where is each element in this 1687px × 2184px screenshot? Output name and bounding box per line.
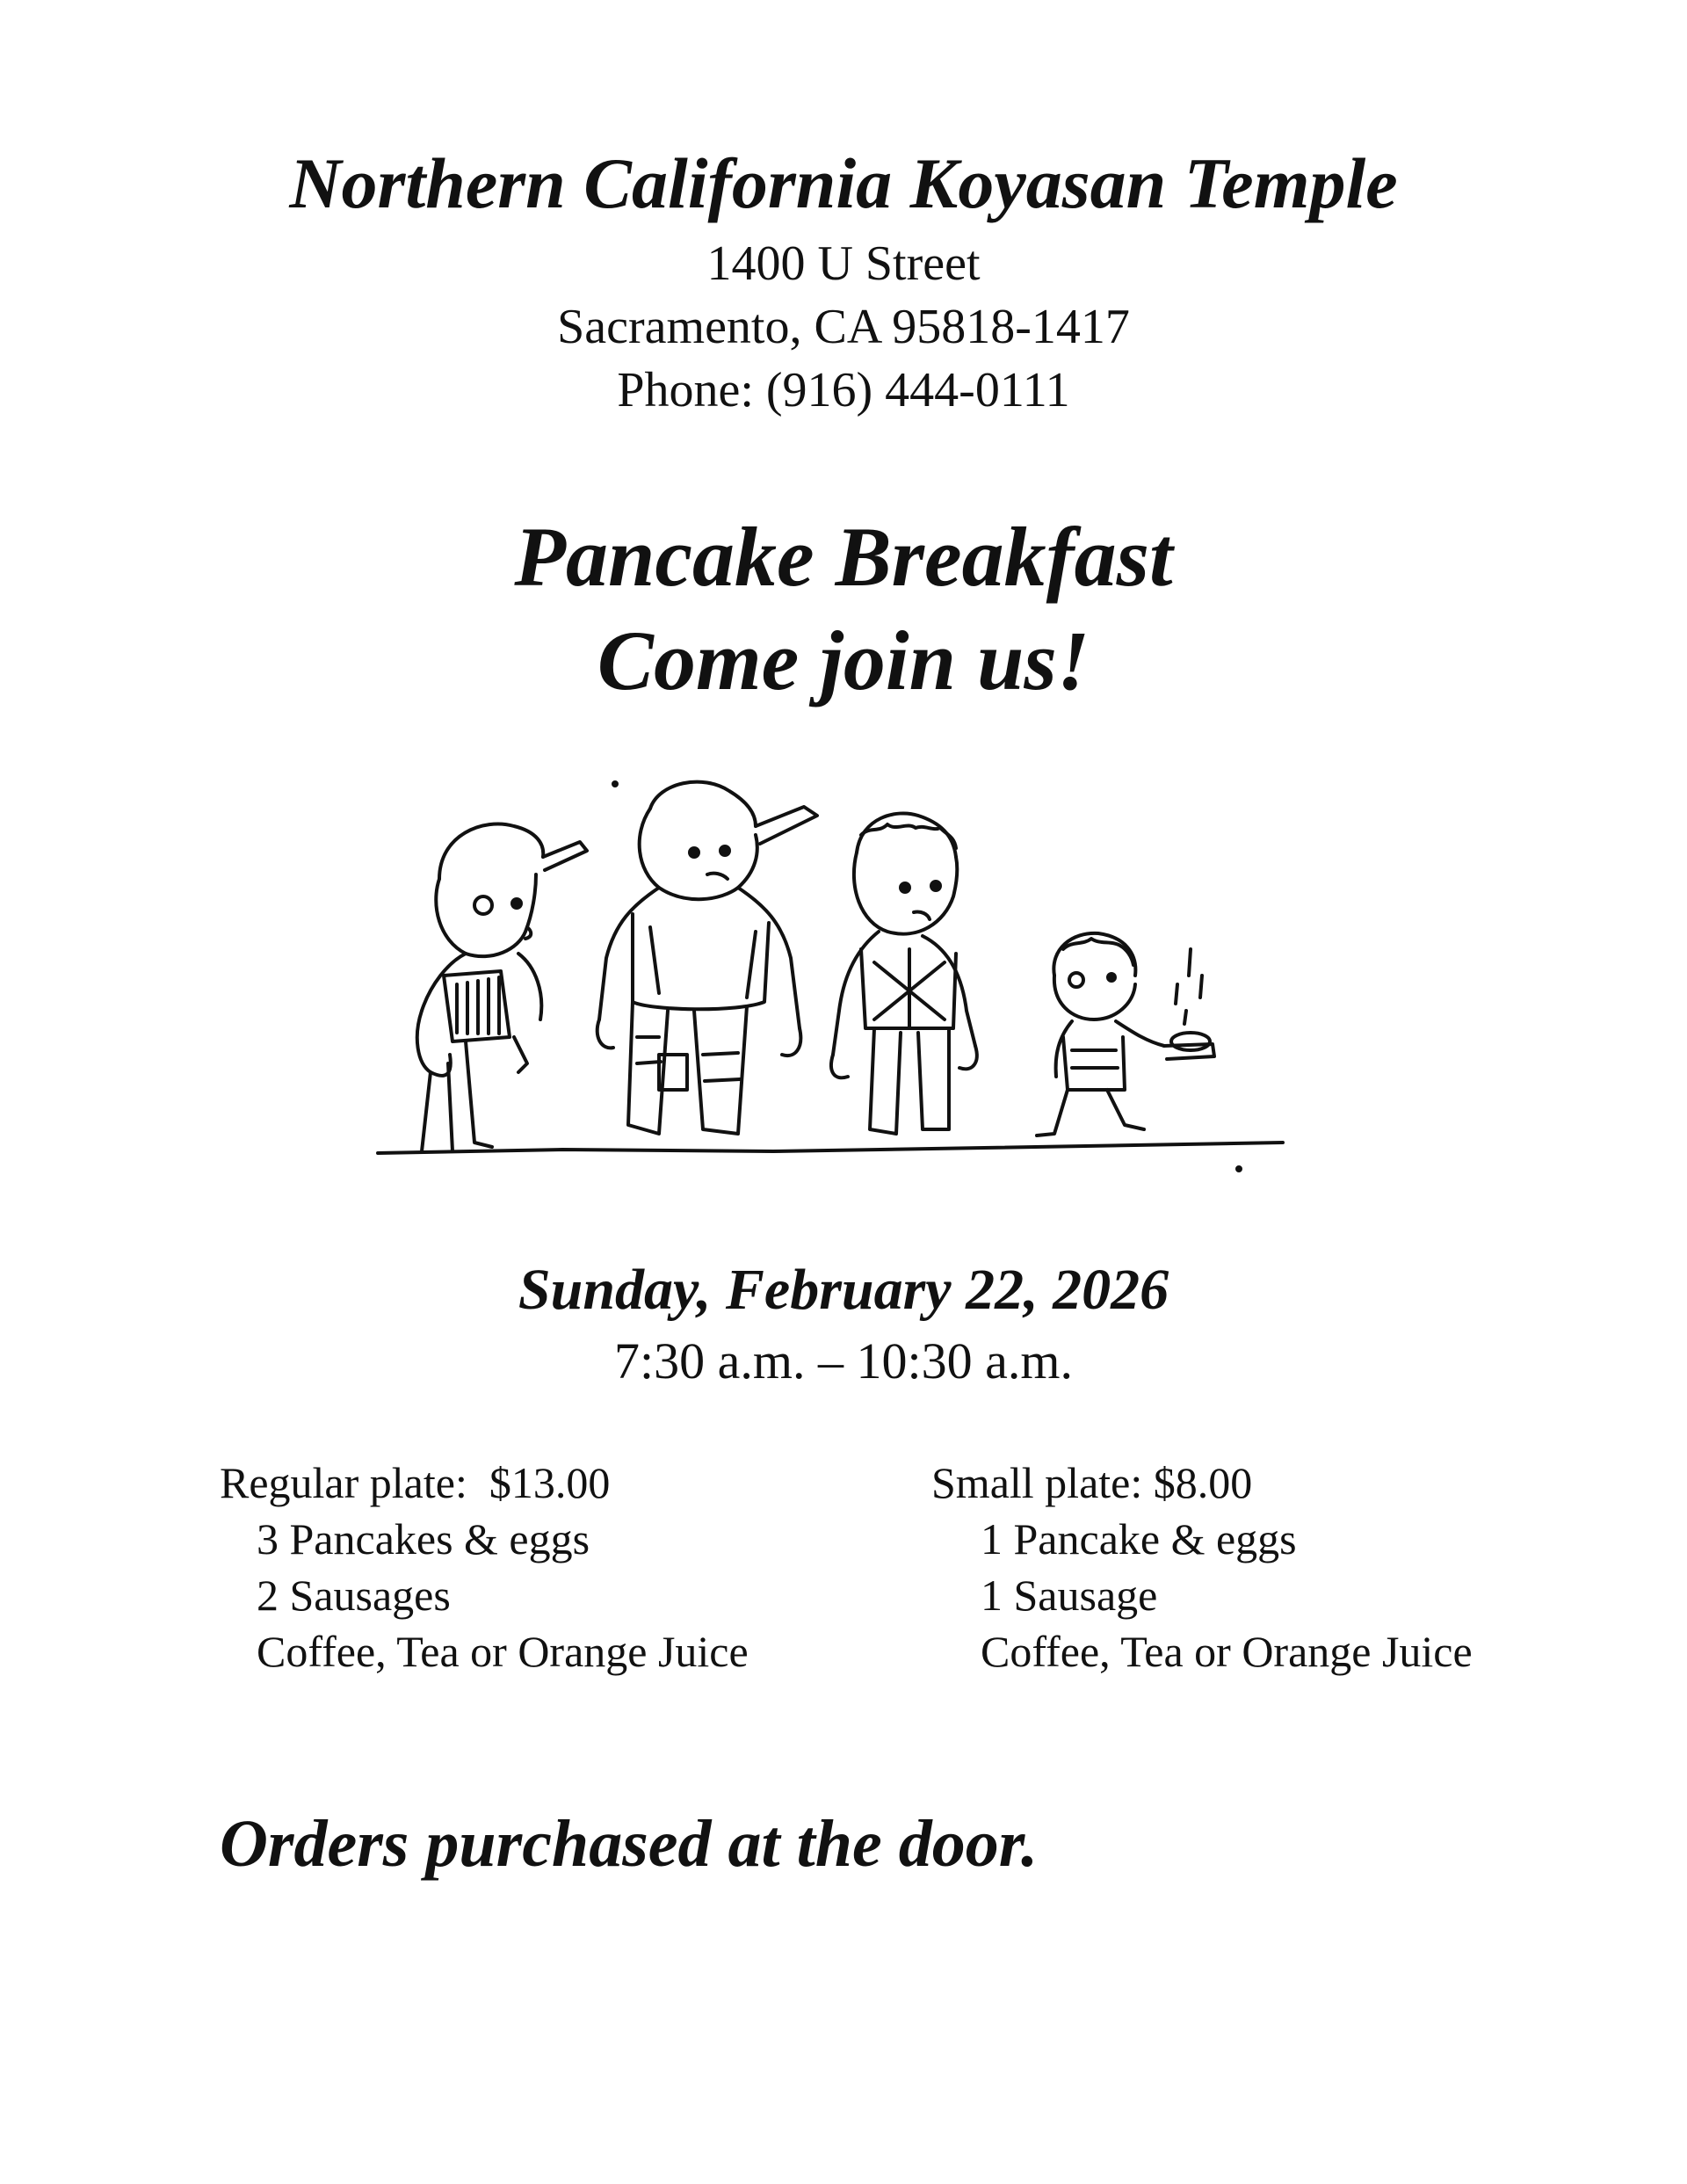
street-address: 1400 U Street [706, 236, 981, 291]
event-title: Pancake Breakfast [514, 510, 1173, 604]
children-line-drawing-icon [369, 773, 1300, 1178]
small-plate-heading: Small plate: $8.00 [931, 1458, 1253, 1507]
child-2-figure [597, 782, 817, 1134]
child-1-figure [417, 824, 587, 1152]
event-invitation: Come join us! [597, 613, 1090, 707]
regular-plate-heading: Regular plate: $13.00 [220, 1458, 611, 1507]
regular-plate-items [220, 1511, 749, 1680]
phone-number: Phone: (916) 444-0111 [617, 363, 1070, 417]
menu-item: 1 Pancake & eggs [981, 1514, 1297, 1564]
child-4-figure [1037, 933, 1214, 1136]
menu-item: 2 Sausages [257, 1571, 451, 1620]
city-state-zip: Sacramento, CA 95818-1417 [557, 300, 1130, 354]
closing-note: Orders purchased at the door. [220, 1807, 1039, 1881]
small-plate-items [931, 1511, 1473, 1680]
child-3-figure [831, 813, 977, 1134]
menu-item: Coffee, Tea or Orange Juice [981, 1627, 1473, 1676]
regular-plate-menu [220, 1455, 749, 1680]
event-date: Sunday, February 22, 2026 [518, 1258, 1169, 1322]
menu-item: 1 Sausage [981, 1571, 1158, 1620]
small-plate-menu [931, 1455, 1473, 1680]
menu-item: Coffee, Tea or Orange Juice [257, 1627, 749, 1676]
event-time: 7:30 a.m. – 10:30 a.m. [614, 1332, 1073, 1389]
organization-name: Northern California Koyasan Temple [289, 143, 1398, 223]
menu-item: 3 Pancakes & eggs [257, 1514, 590, 1564]
